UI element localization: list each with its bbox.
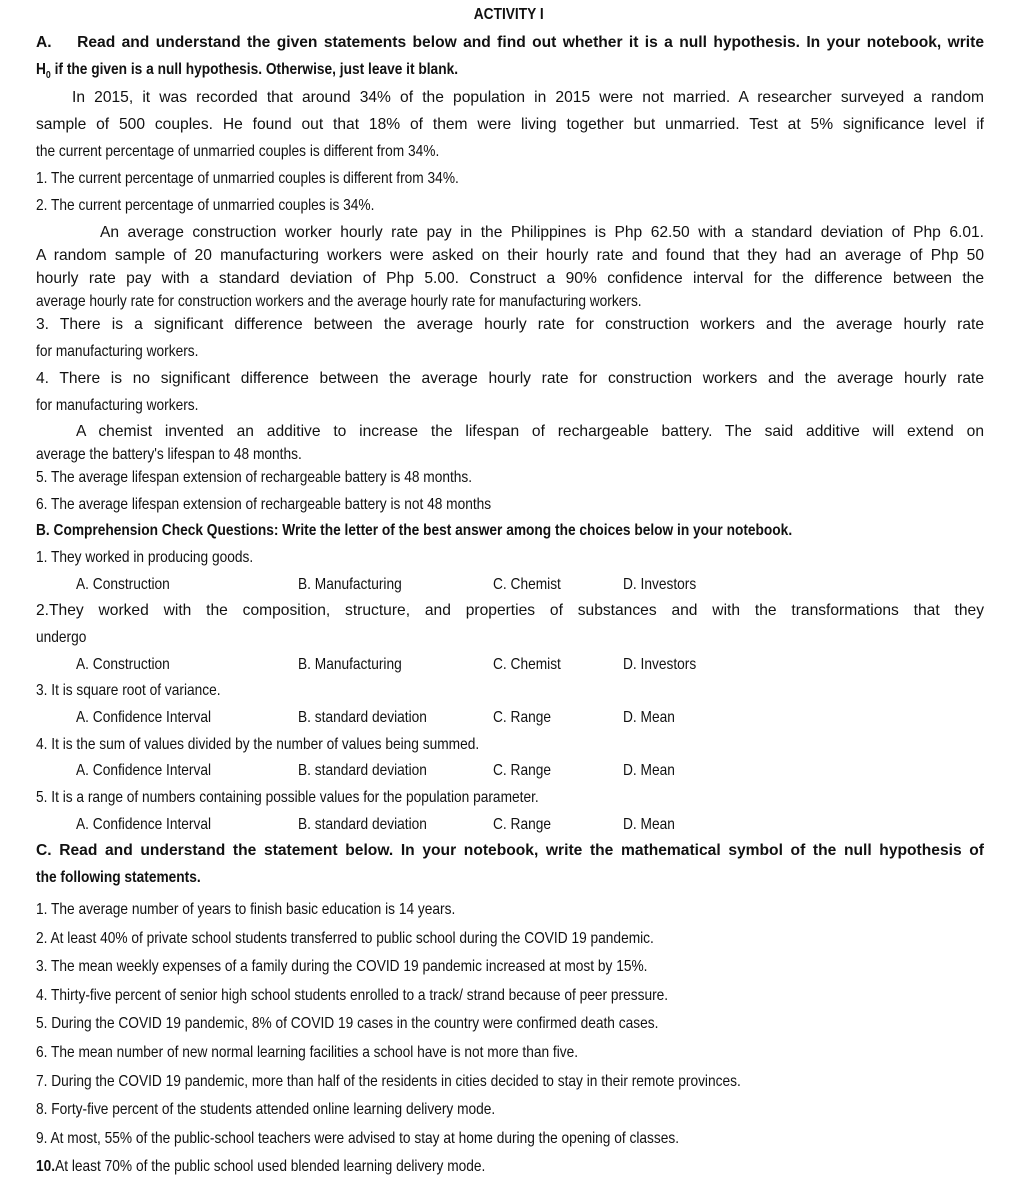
paragraph-1-line2: sample of 500 couples. He found out that 18% of them were living together but unmarried. Test at 5% significance level if xyxy=(36,116,984,133)
q4-choice-d: D. Mean xyxy=(623,762,675,779)
q4-choice-c: C. Range xyxy=(493,762,551,779)
section-b-heading xyxy=(36,521,931,541)
section-a-instruction-line1 xyxy=(36,33,984,53)
section-c-heading-line1: C. Read and understand the statement below. In your notebook, write the mathematical symbol of the null hypothesis of xyxy=(36,842,984,859)
q5-choice-b: B. standard deviation xyxy=(298,816,427,833)
paragraph-3-line1: A chemist invented an additive to increase the lifespan of rechargeable battery. The said additive will extend on xyxy=(76,423,984,440)
section-c-item-4: 4. Thirty-five percent of senior high school students enrolled to a track/ strand because of peer pressure. xyxy=(36,987,669,1004)
q3-choice-d: D. Mean xyxy=(623,709,675,726)
item-10-text: At least 70% of the public school used blended learning delivery mode. xyxy=(55,1158,486,1175)
q1-choice-a: A. Construction xyxy=(76,576,170,593)
section-c-item-3: 3. The mean weekly expenses of a family during the COVID 19 pandemic increased at most by 15%. xyxy=(36,958,648,975)
section-a-instruction-line2 xyxy=(36,60,931,82)
h-subscript: 0 xyxy=(45,70,51,81)
q2-choice-b: B. Manufacturing xyxy=(298,656,402,673)
paragraph-1-line3: the current percentage of unmarried couples is different from 34%. xyxy=(36,143,440,160)
h-symbol: H xyxy=(36,61,46,78)
q5-choice-c: C. Range xyxy=(493,816,551,833)
q3-choice-c: C. Range xyxy=(493,709,551,726)
q5-choice-a: A. Confidence Interval xyxy=(76,816,212,833)
statement-5: 5. The average lifespan extension of rechargeable battery is 48 months. xyxy=(36,469,473,486)
section-b-instruction: : Write the letter of the best answer among the choices below in your notebook. xyxy=(273,522,793,539)
paragraph-3-line2: average the battery's lifespan to 48 months. xyxy=(36,446,302,463)
q2-choice-c: C. Chemist xyxy=(493,656,561,673)
paragraph-2-line1: An average construction worker hourly rate pay in the Philippines is Php 62.50 with a standard deviation of Php 6.01. xyxy=(100,224,984,241)
section-a-instruction-text-2: if the given is a null hypothesis. Otherwise, just leave it blank. xyxy=(50,61,459,78)
page-title: ACTIVITY I xyxy=(473,6,544,23)
question-2-line1: 2.They worked with the composition, structure, and properties of substances and with the transformations that they xyxy=(36,602,984,619)
q1-choice-d: D. Investors xyxy=(623,576,697,593)
statement-3-line2: for manufacturing workers. xyxy=(36,343,199,360)
q4-choice-b: B. standard deviation xyxy=(298,762,427,779)
q3-choice-a: A. Confidence Interval xyxy=(76,709,212,726)
section-c-item-2: 2. At least 40% of private school students transferred to public school during the COVID 19 pandemic. xyxy=(36,930,654,947)
paragraph-1-line1: In 2015, it was recorded that around 34% of the population in 2015 were not married. A researcher surveyed a random xyxy=(72,89,984,106)
section-a-instruction-text: Read and understand the given statements below and find out whether it is a null hypothesis. In your notebook, write xyxy=(77,34,984,51)
section-a-label: A. xyxy=(36,34,52,51)
section-c-heading-line2: the following statements. xyxy=(36,869,201,886)
q1-choice-c: C. Chemist xyxy=(493,576,561,593)
q2-choice-d: D. Investors xyxy=(623,656,697,673)
question-1: 1. They worked in producing goods. xyxy=(36,549,254,566)
section-c-item-9: 9. At most, 55% of the public-school teachers were advised to stay at home during the opening of classes. xyxy=(36,1130,680,1147)
q4-choice-a: A. Confidence Interval xyxy=(76,762,212,779)
section-c-item-8: 8. Forty-five percent of the students attended online learning delivery mode. xyxy=(36,1101,496,1118)
section-b-title: B. Comprehension Check Questions xyxy=(36,522,274,539)
question-5: 5. It is a range of numbers containing possible values for the population parameter. xyxy=(36,789,539,806)
section-c-item-6: 6. The mean number of new normal learning facilities a school have is not more than five. xyxy=(36,1044,579,1061)
q5-choice-d: D. Mean xyxy=(623,816,675,833)
q2-choice-a: A. Construction xyxy=(76,656,170,673)
paragraph-2-line2: A random sample of 20 manufacturing workers were asked on their hourly rate and found that they had an average of Php 50 xyxy=(36,247,984,264)
q3-choice-b: B. standard deviation xyxy=(298,709,427,726)
statement-4-line2: for manufacturing workers. xyxy=(36,397,199,414)
item-10-number: 10. xyxy=(36,1158,56,1175)
question-2-line2: undergo xyxy=(36,629,87,646)
question-3: 3. It is square root of variance. xyxy=(36,682,221,699)
paragraph-2-line3: hourly rate pay with a standard deviation of Php 5.00. Construct a 90% confidence interval for the difference between the xyxy=(36,270,984,287)
section-c-item-1: 1. The average number of years to finish basic education is 14 years. xyxy=(36,901,456,918)
section-c-item-5: 5. During the COVID 19 pandemic, 8% of COVID 19 cases in the country were confirmed death cases. xyxy=(36,1015,659,1032)
paragraph-2-line4: average hourly rate for construction workers and the average hourly rate for manufacturing workers. xyxy=(36,293,642,310)
section-c-item-10 xyxy=(36,1157,931,1177)
q1-choice-b: B. Manufacturing xyxy=(298,576,402,593)
question-4: 4. It is the sum of values divided by the number of values being summed. xyxy=(36,736,480,753)
statement-4-line1: 4. There is no significant difference between the average hourly rate for construction workers and the average hourly rate xyxy=(36,370,984,387)
statement-2: 2. The current percentage of unmarried couples is 34%. xyxy=(36,197,375,214)
section-c-item-7: 7. During the COVID 19 pandemic, more than half of the residents in cities decided to stay in their remote provinces. xyxy=(36,1073,741,1090)
statement-3-line1: 3. There is a significant difference between the average hourly rate for construction workers and the average hourly rate xyxy=(36,316,984,333)
statement-6: 6. The average lifespan extension of rechargeable battery is not 48 months xyxy=(36,496,492,513)
statement-1: 1. The current percentage of unmarried couples is different from 34%. xyxy=(36,170,459,187)
